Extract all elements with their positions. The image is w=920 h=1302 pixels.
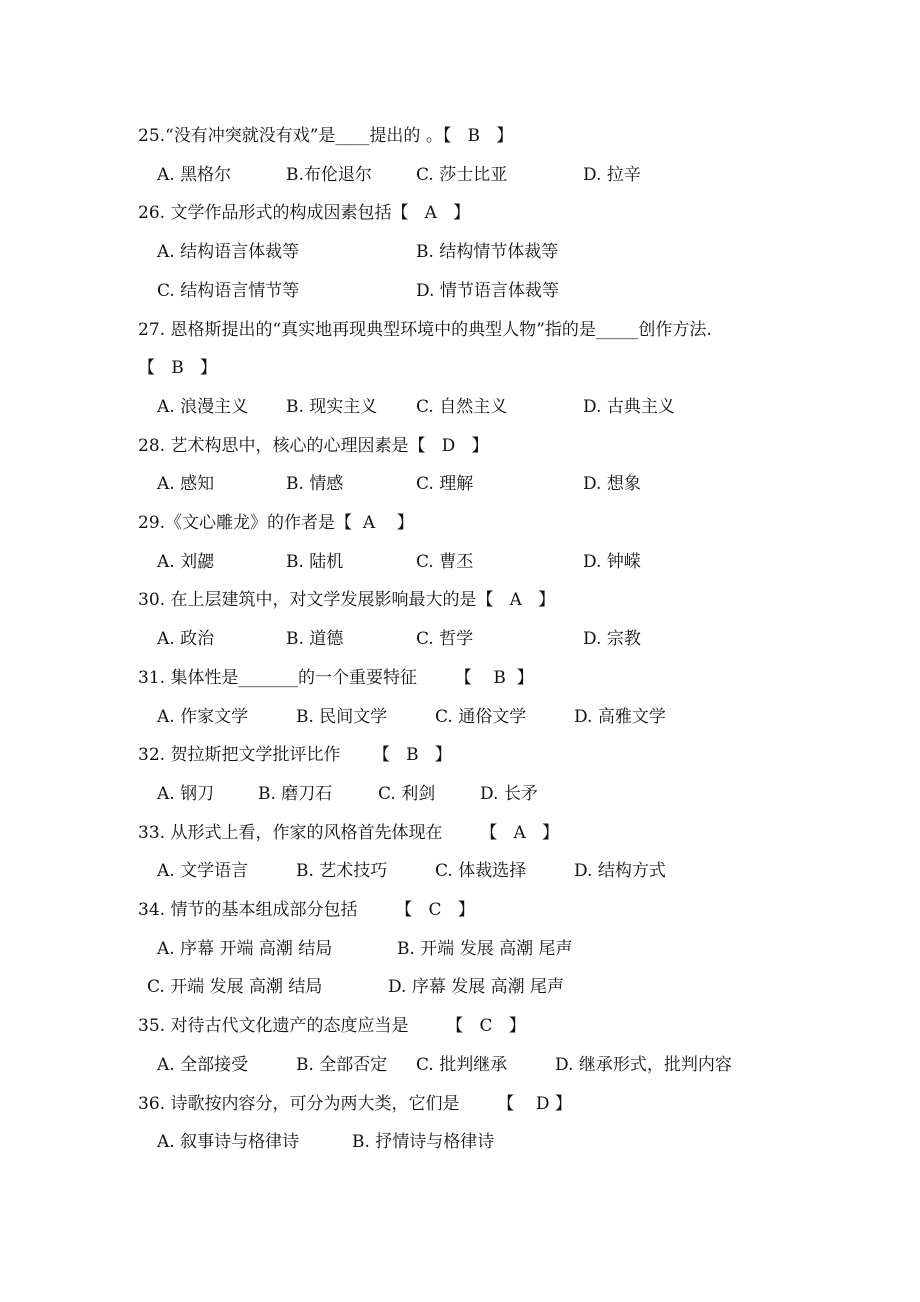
question-stem: 34. 情节的基本组成部分包括 【 C 】 bbox=[138, 900, 475, 920]
option-item: B. 陆机 bbox=[286, 552, 344, 572]
question-stem: 36. 诗歌按内容分，可分为两大类，它们是 【 D 】 bbox=[138, 1094, 572, 1114]
question-stem: 27. 恩格斯提出的“真实地再现典型环境中的典型人物”指的是_____创作方法. bbox=[138, 320, 712, 340]
option-item: A. 文学语言 bbox=[157, 861, 249, 881]
option-item: B. 磨刀石 bbox=[258, 784, 333, 804]
option-item: A. 作家文学 bbox=[157, 707, 249, 727]
question-stem: 29.《文心雕龙》的作者是【 A 】 bbox=[138, 513, 414, 533]
option-item: D. 拉辛 bbox=[583, 165, 641, 185]
option-item: A. 结构语言体裁等 bbox=[157, 242, 300, 262]
option-item: A. 感知 bbox=[157, 474, 215, 494]
option-item: C. 批判继承 bbox=[416, 1055, 508, 1075]
option-item: A. 全部接受 bbox=[157, 1055, 249, 1075]
question-stem: 31. 集体性是_______的一个重要特征 【 B 】 bbox=[138, 668, 534, 688]
option-item: C. 哲学 bbox=[416, 629, 474, 649]
option-item: B. 开端 发展 高潮 尾声 bbox=[397, 939, 573, 959]
option-item: D. 序幕 发展 高潮 尾声 bbox=[388, 977, 565, 997]
option-item: D. 继承形式，批判内容 bbox=[555, 1055, 732, 1075]
question-stem: 25.“没有冲突就没有戏”是____提出的 。【 B 】 bbox=[138, 126, 514, 146]
option-item: B. 全部否定 bbox=[296, 1055, 388, 1075]
option-item: B.布伦退尔 bbox=[286, 165, 372, 185]
option-item: A. 政治 bbox=[157, 629, 215, 649]
option-item: A. 浪漫主义 bbox=[157, 397, 249, 417]
option-item: B. 抒情诗与格律诗 bbox=[352, 1132, 495, 1152]
question-stem: 35. 对待古代文化遗产的态度应当是 【 C 】 bbox=[138, 1016, 526, 1036]
option-item: D. 结构方式 bbox=[574, 861, 666, 881]
option-item: B. 艺术技巧 bbox=[296, 861, 388, 881]
option-item: D. 钟嵘 bbox=[583, 552, 641, 572]
option-item: A. 黑格尔 bbox=[157, 165, 232, 185]
question-stem: 26. 文学作品形式的构成因素包括【 A 】 bbox=[138, 203, 471, 223]
option-item: B. 民间文学 bbox=[296, 707, 388, 727]
option-item: C. 开端 发展 高潮 结局 bbox=[147, 977, 323, 997]
option-item: C. 通俗文学 bbox=[435, 707, 527, 727]
option-item: B. 情感 bbox=[286, 474, 344, 494]
option-item: C. 自然主义 bbox=[416, 397, 508, 417]
question-stem: 28. 艺术构思中，核心的心理因素是【 D 】 bbox=[138, 436, 489, 456]
option-item: C. 结构语言情节等 bbox=[157, 281, 300, 301]
option-item: A. 序幕 开端 高潮 结局 bbox=[157, 939, 333, 959]
option-item: C. 利剑 bbox=[378, 784, 436, 804]
option-item: C. 理解 bbox=[416, 474, 474, 494]
option-item: C. 曹丕 bbox=[416, 552, 474, 572]
question-stem: 32. 贺拉斯把文学批评比作 【 B 】 bbox=[138, 745, 452, 765]
option-item: D. 情节语言体裁等 bbox=[416, 281, 559, 301]
option-item: C. 体裁选择 bbox=[435, 861, 527, 881]
option-item: D. 古典主义 bbox=[583, 397, 675, 417]
option-item: A. 叙事诗与格律诗 bbox=[157, 1132, 300, 1152]
option-item: C. 莎士比亚 bbox=[416, 165, 508, 185]
option-item: A. 钢刀 bbox=[157, 784, 215, 804]
option-item: B. 结构情节体裁等 bbox=[416, 242, 559, 262]
option-item: B. 道德 bbox=[286, 629, 344, 649]
question-answer-bracket: 【 B 】 bbox=[138, 358, 217, 378]
option-item: D. 高雅文学 bbox=[574, 707, 666, 727]
question-stem: 33. 从形式上看，作家的风格首先体现在 【 A 】 bbox=[138, 823, 559, 843]
option-item: B. 现实主义 bbox=[286, 397, 378, 417]
option-item: A. 刘勰 bbox=[157, 552, 215, 572]
option-item: D. 长矛 bbox=[480, 784, 538, 804]
option-item: D. 想象 bbox=[583, 474, 641, 494]
option-item: D. 宗教 bbox=[583, 629, 641, 649]
question-stem: 30. 在上层建筑中，对文学发展影响最大的是【 A 】 bbox=[138, 590, 556, 610]
